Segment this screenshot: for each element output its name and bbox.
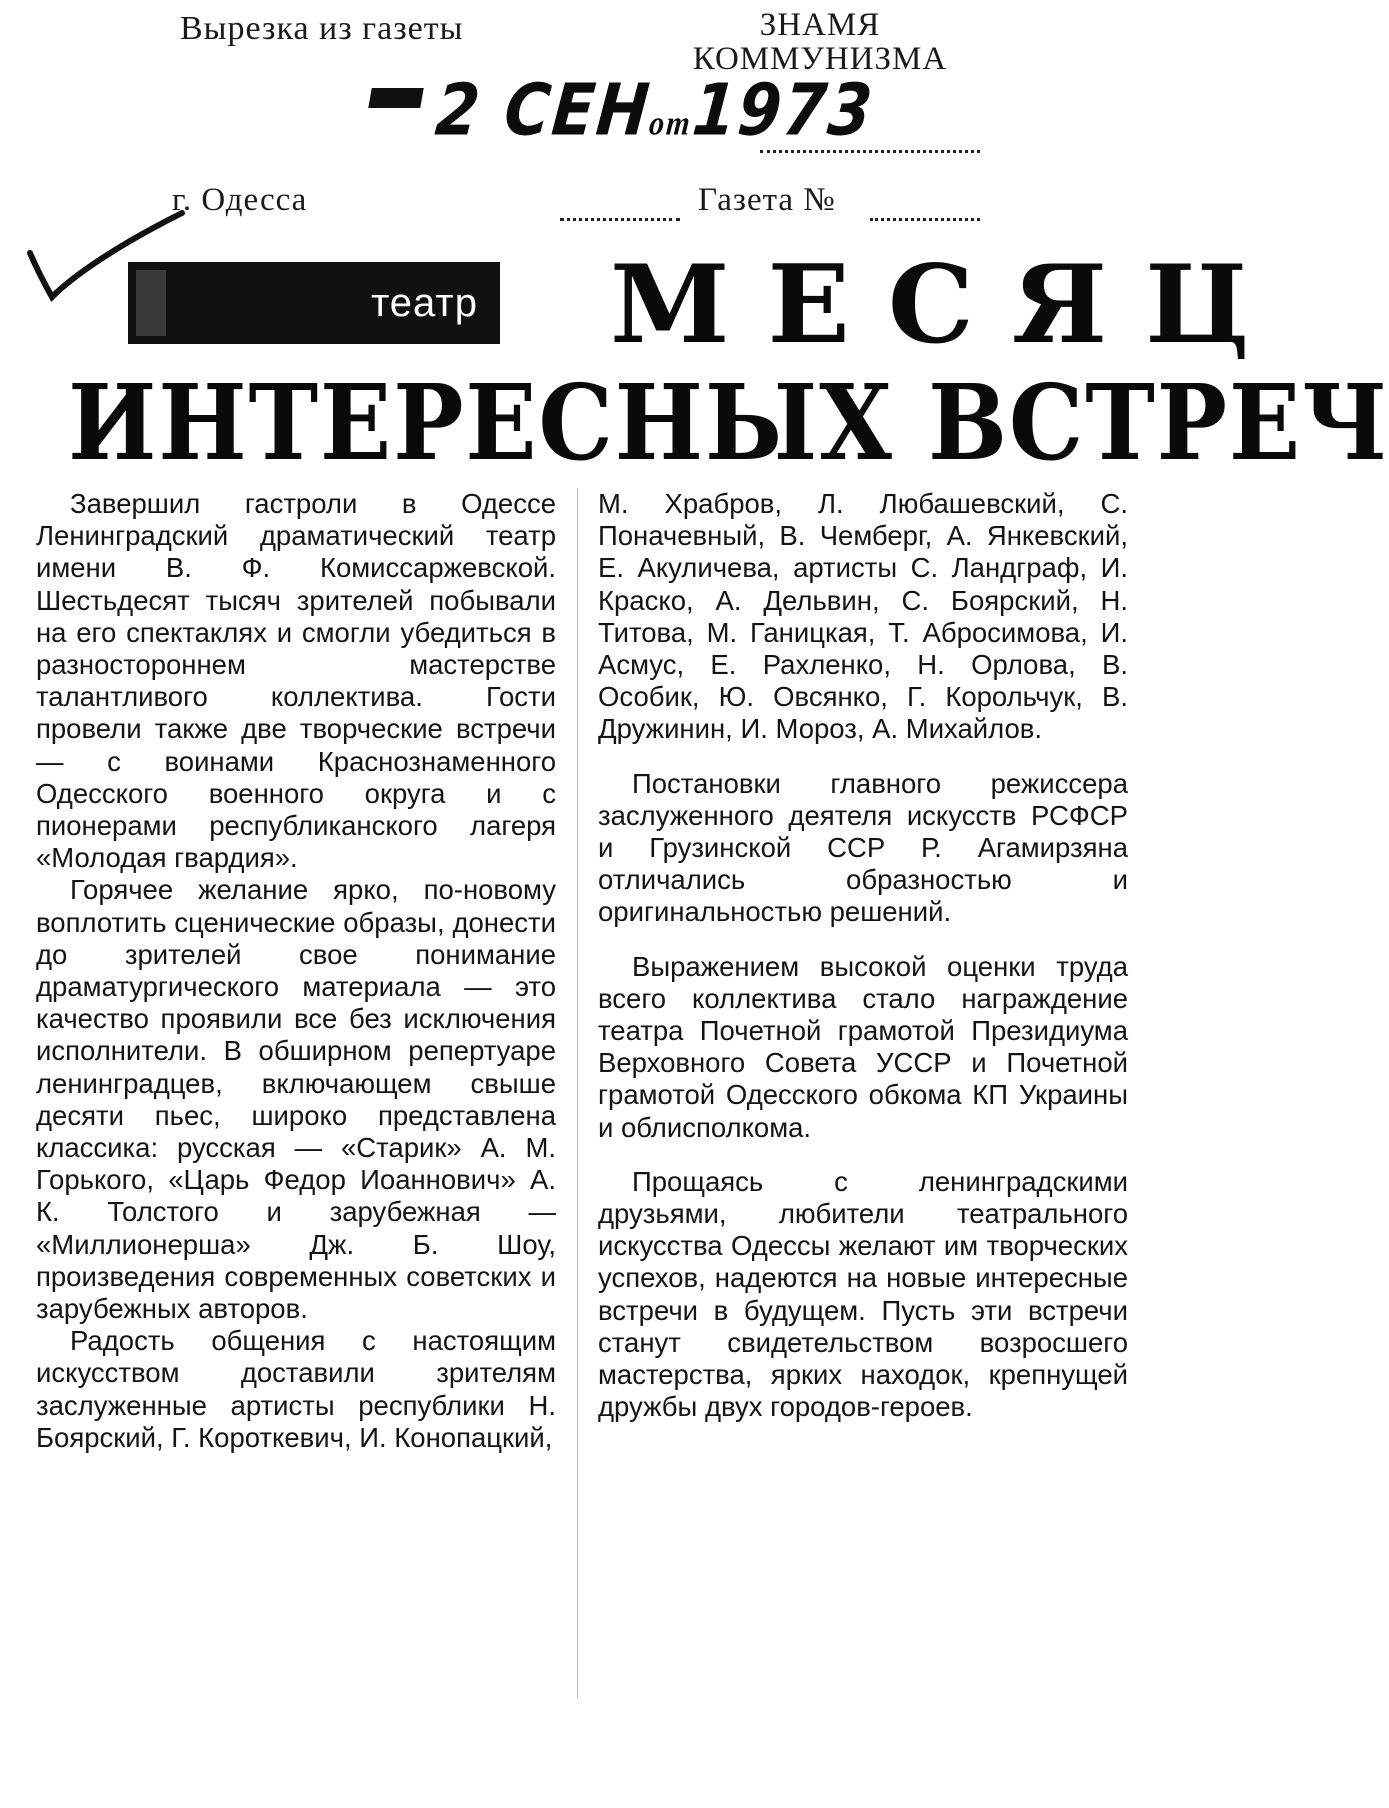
from-label: от (647, 104, 694, 143)
left-paragraph-3: Радость общения с настоящим искусством доставили зрителям заслуженные артисты республики Н. Боярский, Г. Короткевич, И. Конопацкий, (36, 1325, 556, 1453)
date-stamp (432, 68, 877, 152)
city-label: г. Одесса (172, 182, 308, 218)
stamp-date: 2 СЕН (432, 68, 655, 152)
clipping-label: Вырезка из газеты (180, 10, 464, 47)
left-paragraph-1: Завершил гастроли в Одессе Ленинградский драматический театр имени В. Ф. Комиссаржевской. Шестьдесят тысяч зрителей побывали на его спектаклях и смогли убедиться в разностороннем мастерстве талантливого коллектива. Гости провели также две творческие встречи — с воинами Краснознаменного Одесского военного округа и с пионерами республиканского лагеря «Молодая гвардия». (36, 488, 556, 874)
right-paragraph-3: Выражением высокой оценки труда всего коллектива стало награждение театра Почетной грамотой Президиума Верховного Совета УССР и Почетной грамотой Одесского обкома КП Украины и облисполкома. (598, 950, 1128, 1143)
right-paragraph-2: Постановки главного режиссера заслуженного деятеля искусств РСФСР и Грузинской ССР Р. Агамирзяна отличались образностью и оригинальностью решений. (598, 767, 1128, 928)
article-column-left (36, 488, 556, 1454)
date-fill-line (760, 150, 980, 153)
rubric-bar (128, 262, 500, 344)
right-paragraph-1: М. Храбров, Л. Любашевский, С. Поначевный, В. Чемберг, А. Янкевский, Е. Акуличева, артисты С. Ландграф, И. Краско, А. Дельвин, С. Боярский, Н. Титова, М. Ганицкая, Т. Абросимова, И. Асмус, Е. Рахленко, Н. Орлова, В. Особик, Ю. Овсянко, Г. Корольчук, В. Дружинин, И. Мороз, А. Михайлов. (598, 488, 1128, 745)
newspaper-title-line1: ЗНАМЯ (759, 7, 881, 43)
left-paragraph-2: Горячее желание ярко, по-новому воплотить сценические образы, донести до зрителей свое понимание драматургического материала — это качество проявили все без исключения исполнители. В обширном репертуаре ленинградцев, включающем свыше десяти пьес, широко представлена классика: русская — «Старик» А. М. Горького, «Царь Федор Иоаннович» А. К. Толстого и зарубежная — «Миллионерша» Дж. Б. Шоу, произведения современных советских и зарубежных авторов. (36, 874, 556, 1325)
column-divider (577, 488, 578, 1698)
rubric-label: театр (370, 280, 478, 325)
city-fill-line (560, 218, 680, 221)
newspaper-title-line2: КОММУНИЗМА (692, 41, 948, 77)
stamp-smudge (368, 88, 424, 108)
newspaper-title (660, 8, 980, 76)
article-column-right (598, 488, 1128, 1423)
issue-label: Газета № (698, 182, 836, 218)
headline-line1: МЕСЯЦ (610, 242, 1288, 368)
headline-line2: ИНТЕРЕСНЫХ ВСТРЕЧ (68, 361, 1389, 484)
right-paragraph-4: Прощаясь с ленинградскими друзьями, любители театрального искусства Одессы желают им творческих успехов, надеются на новые интересные встречи в будущем. Пусть эти встречи станут свидетельством возросшего мастерства, ярких находок, крепнущей дружбы двух городов-героев. (598, 1165, 1128, 1423)
stamp-year: 1973 (689, 68, 878, 152)
issue-fill-line (870, 218, 980, 221)
